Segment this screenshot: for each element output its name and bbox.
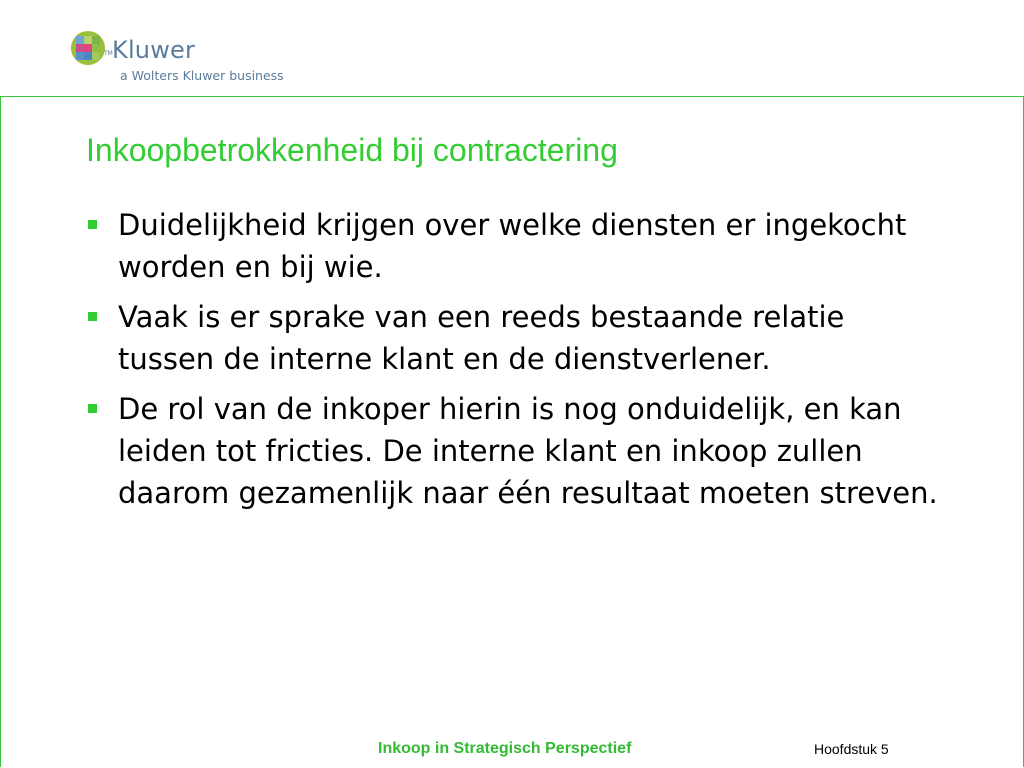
square-bullet-icon — [88, 220, 97, 229]
logo-name: Kluwer — [112, 36, 196, 64]
bullet-text: De rol van de inkoper hierin is nog onduidelijk, en kan leiden tot fricties. De interne klant en inkoop zullen daarom gezamenlijk naar één resultaat moeten streven. — [118, 392, 938, 510]
footer-title: Inkoop in Strategisch Perspectief — [378, 740, 632, 757]
square-bullet-icon — [88, 404, 97, 413]
kluwer-logo — [70, 30, 330, 86]
bullet-item — [86, 204, 946, 288]
bullet-item — [86, 296, 946, 380]
kluwer-logo-icon — [70, 30, 106, 66]
logo-trademark: TM — [104, 50, 113, 57]
bullet-list — [86, 204, 946, 522]
slide-title: Inkoopbetrokkenheid bij contractering — [86, 132, 618, 168]
bullet-text: Duidelijkheid krijgen over welke diensten er ingekocht worden en bij wie. — [118, 208, 907, 284]
square-bullet-icon — [88, 312, 97, 321]
footer-chapter: Hoofdstuk 5 — [814, 741, 889, 757]
logo-tagline: a Wolters Kluwer business — [120, 68, 284, 83]
bullet-text: Vaak is er sprake van een reeds bestaande relatie tussen de interne klant en de dienstverlener. — [118, 300, 845, 376]
bullet-item — [86, 388, 946, 514]
